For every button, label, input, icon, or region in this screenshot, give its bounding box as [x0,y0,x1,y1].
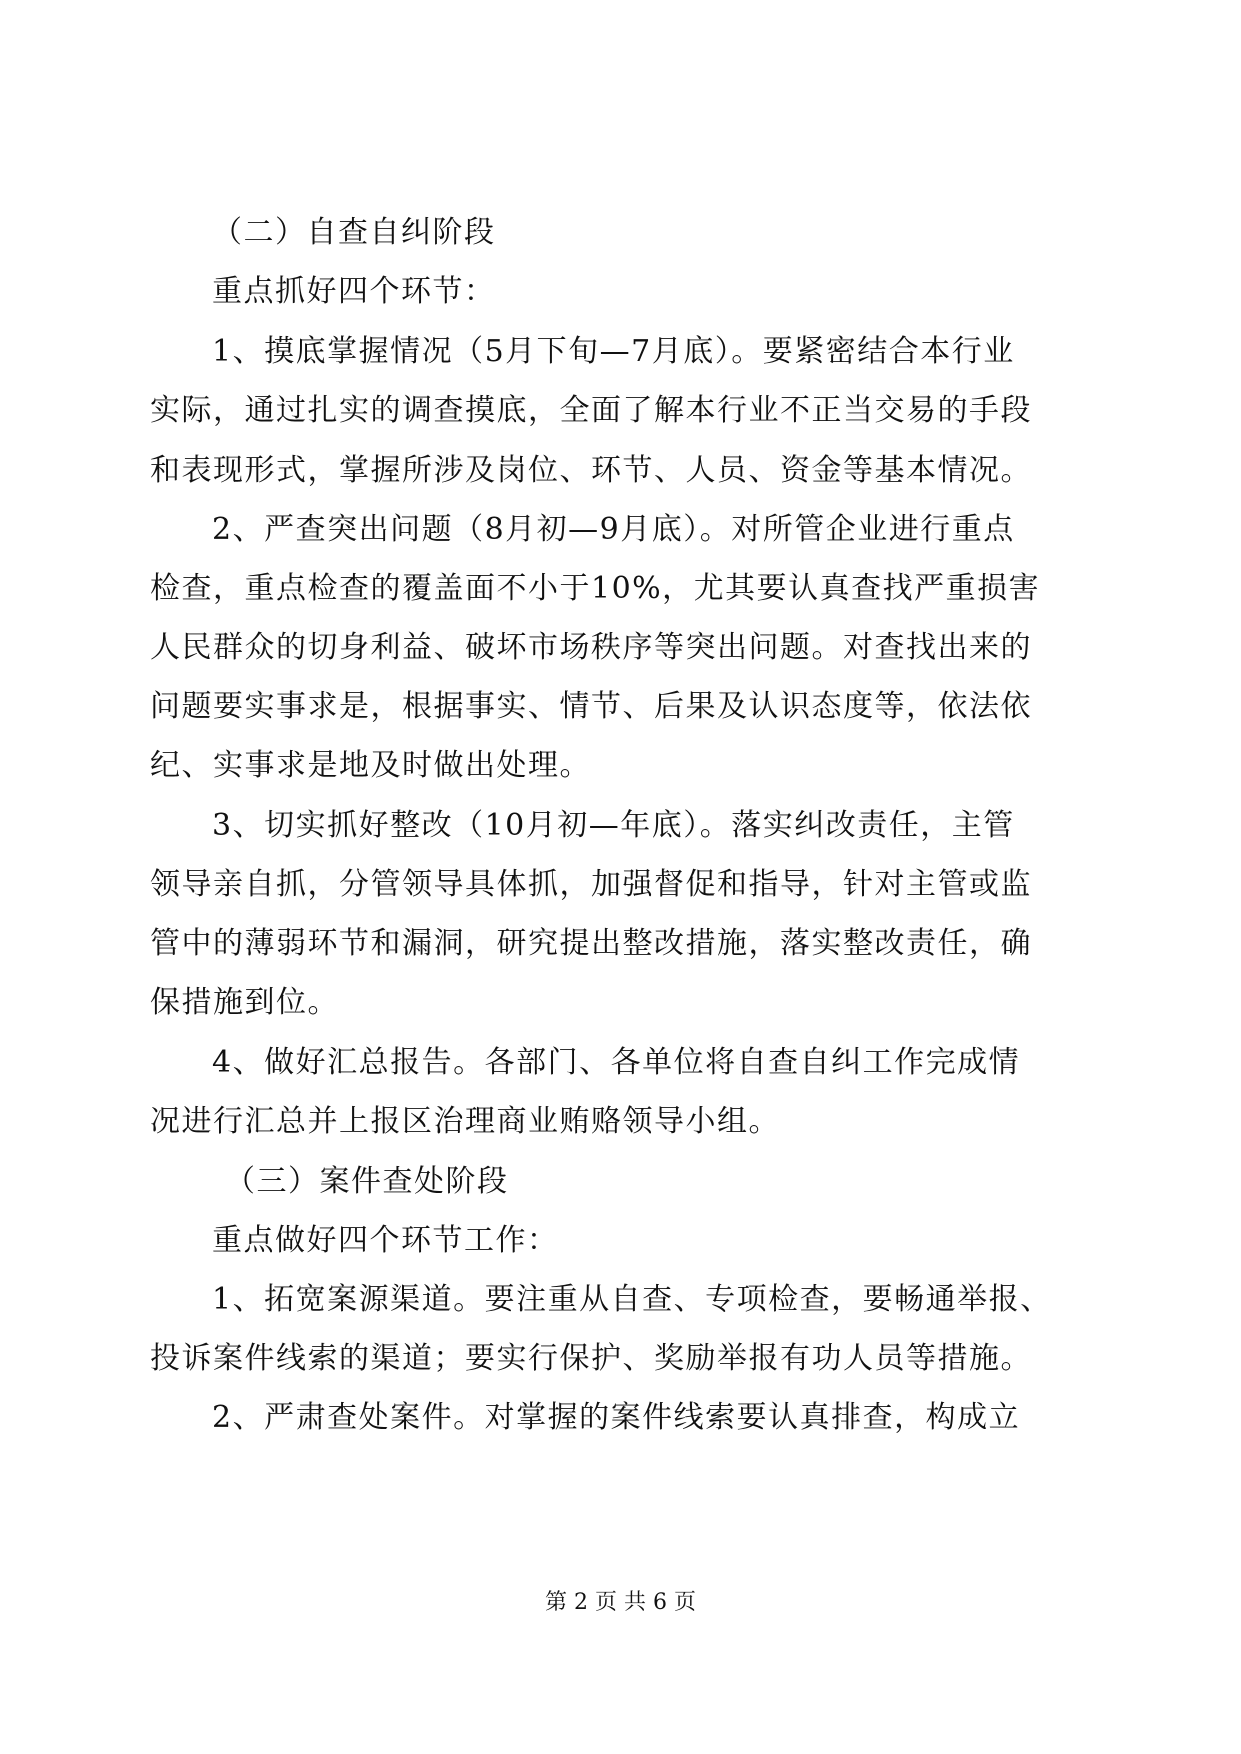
paragraph-line: 2、严查突出问题（8月初—9月底）。对所管企业进行重点 [212,512,1015,547]
paragraph-line: 况进行汇总并上报区治理商业贿赂领导小组。 [150,1104,780,1139]
paragraph-line: 实际，通过扎实的调查摸底，全面了解本行业不正当交易的手段 [150,393,1032,428]
paragraph-line: 领导亲自抓，分管领导具体抓，加强督促和指导，针对主管或监 [150,867,1032,902]
paragraph-line: 2、严肃查处案件。对掌握的案件线索要认真排查，构成立 [212,1400,1021,1435]
paragraph-line: 检查，重点检查的覆盖面不小于10%，尤其要认真查找严重损害 [150,571,1041,606]
paragraph-line: 保措施到位。 [150,985,339,1020]
page-number-footer: 第 2 页 共 6 页 [545,1590,696,1615]
paragraph-line: 问题要实事求是，根据事实、情节、后果及认识态度等，依法依 [150,689,1032,724]
paragraph-line: 4、做好汇总报告。各部门、各单位将自查自纠工作完成情 [212,1045,1021,1080]
section-intro-3: 重点做好四个环节工作： [212,1223,559,1258]
section-intro-2: 重点抓好四个环节： [212,274,496,309]
paragraph-line: 投诉案件线索的渠道；要实行保护、奖励举报有功人员等措施。 [150,1341,1032,1376]
paragraph-line: 和表现形式，掌握所涉及岗位、环节、人员、资金等基本情况。 [150,453,1032,488]
section-heading-3: （三）案件查处阶段 [225,1164,509,1199]
paragraph-line: 1、摸底掌握情况（5月下旬—7月底）。要紧密结合本行业 [212,334,1015,369]
paragraph-line: 管中的薄弱环节和漏洞，研究提出整改措施，落实整改责任，确 [150,926,1032,961]
paragraph-line: 3、切实抓好整改（10月初—年底）。落实纠改责任，主管 [212,808,1015,843]
section-heading-2: （二）自查自纠阶段 [212,215,496,250]
paragraph-line: 1、拓宽案源渠道。要注重从自查、专项检查，要畅通举报、 [212,1282,1052,1317]
paragraph-line: 纪、实事求是地及时做出处理。 [150,748,591,783]
paragraph-line: 人民群众的切身利益、破坏市场秩序等突出问题。对查找出来的 [150,630,1032,665]
